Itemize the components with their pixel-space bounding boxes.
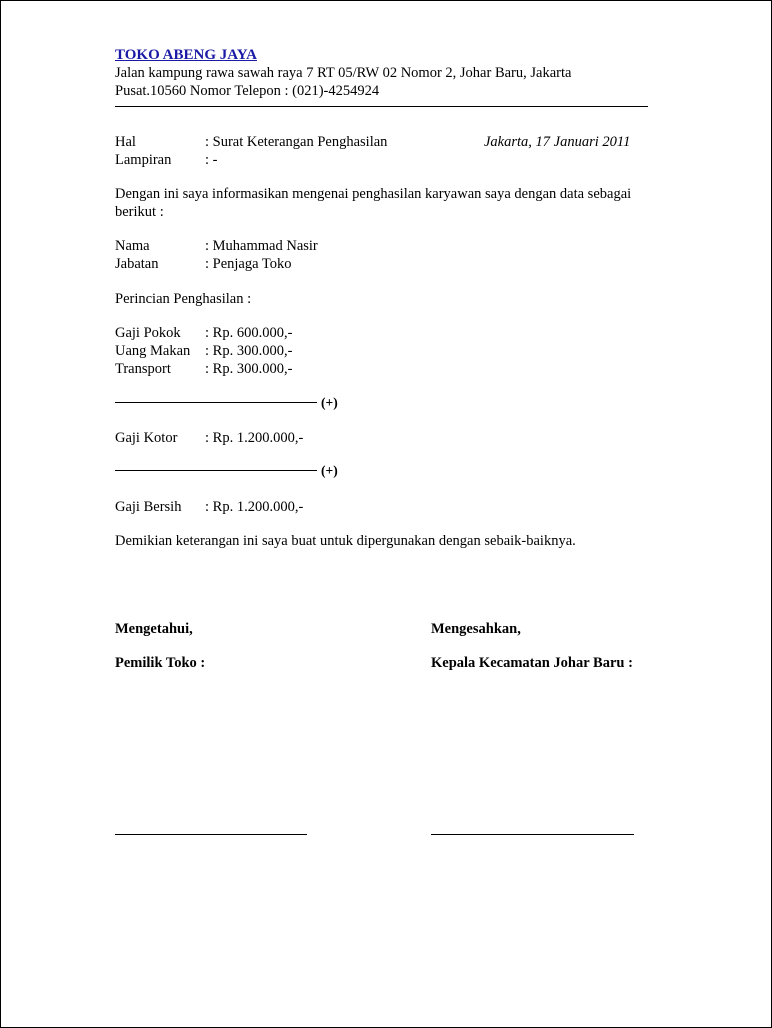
sum-line-1 <box>115 402 317 403</box>
income-item-label: Gaji Pokok <box>115 325 181 341</box>
jabatan-value: : Penjaga Toko <box>205 256 292 272</box>
income-item-value: : Rp. 300.000,- <box>205 343 293 359</box>
gross-label: Gaji Kotor <box>115 430 178 446</box>
hal-label: Hal <box>115 134 136 150</box>
hal-value: : Surat Keterangan Penghasilan <box>205 134 388 150</box>
intro-line-2: berikut : <box>115 204 164 220</box>
net-value: : Rp. 1.200.000,- <box>205 499 304 515</box>
left-signature-title: Pemilik Toko : <box>115 655 206 671</box>
lampiran-value: : - <box>205 152 218 168</box>
jabatan-label: Jabatan <box>115 256 159 272</box>
plus-sign-2: (+) <box>321 463 338 478</box>
letter-date: Jakarta, 17 Januari 2011 <box>484 134 631 150</box>
right-signature-heading: Mengesahkan, <box>431 621 521 637</box>
right-signature-line <box>431 834 634 835</box>
net-label: Gaji Bersih <box>115 499 182 515</box>
income-item-value: : Rp. 600.000,- <box>205 325 293 341</box>
income-item-label: Uang Makan <box>115 343 191 359</box>
lampiran-label: Lampiran <box>115 152 172 168</box>
right-signature-title: Kepala Kecamatan Johar Baru : <box>431 655 633 671</box>
gross-value: : Rp. 1.200.000,- <box>205 430 304 446</box>
income-item-value: : Rp. 300.000,- <box>205 361 293 377</box>
shop-name: TOKO ABENG JAYA <box>115 47 257 63</box>
left-signature-heading: Mengetahui, <box>115 621 193 637</box>
address-line-2: Pusat.10560 Nomor Telepon : (021)-4254924 <box>115 83 380 99</box>
closing-text: Demikian keterangan ini saya buat untuk dipergunakan dengan sebaik-baiknya. <box>115 533 576 549</box>
plus-sign-1: (+) <box>321 395 338 410</box>
nama-value: : Muhammad Nasir <box>205 238 318 254</box>
intro-line-1: Dengan ini saya informasikan mengenai penghasilan karyawan saya dengan data sebagai <box>115 186 632 202</box>
nama-label: Nama <box>115 238 150 254</box>
left-signature-line <box>115 834 307 835</box>
sum-line-2 <box>115 470 317 471</box>
letterhead-divider <box>115 106 648 107</box>
address-line-1: Jalan kampung rawa sawah raya 7 RT 05/RW 02 Nomor 2, Johar Baru, Jakarta <box>115 65 572 81</box>
income-item-label: Transport <box>115 361 171 377</box>
income-title: Perincian Penghasilan : <box>115 291 252 307</box>
